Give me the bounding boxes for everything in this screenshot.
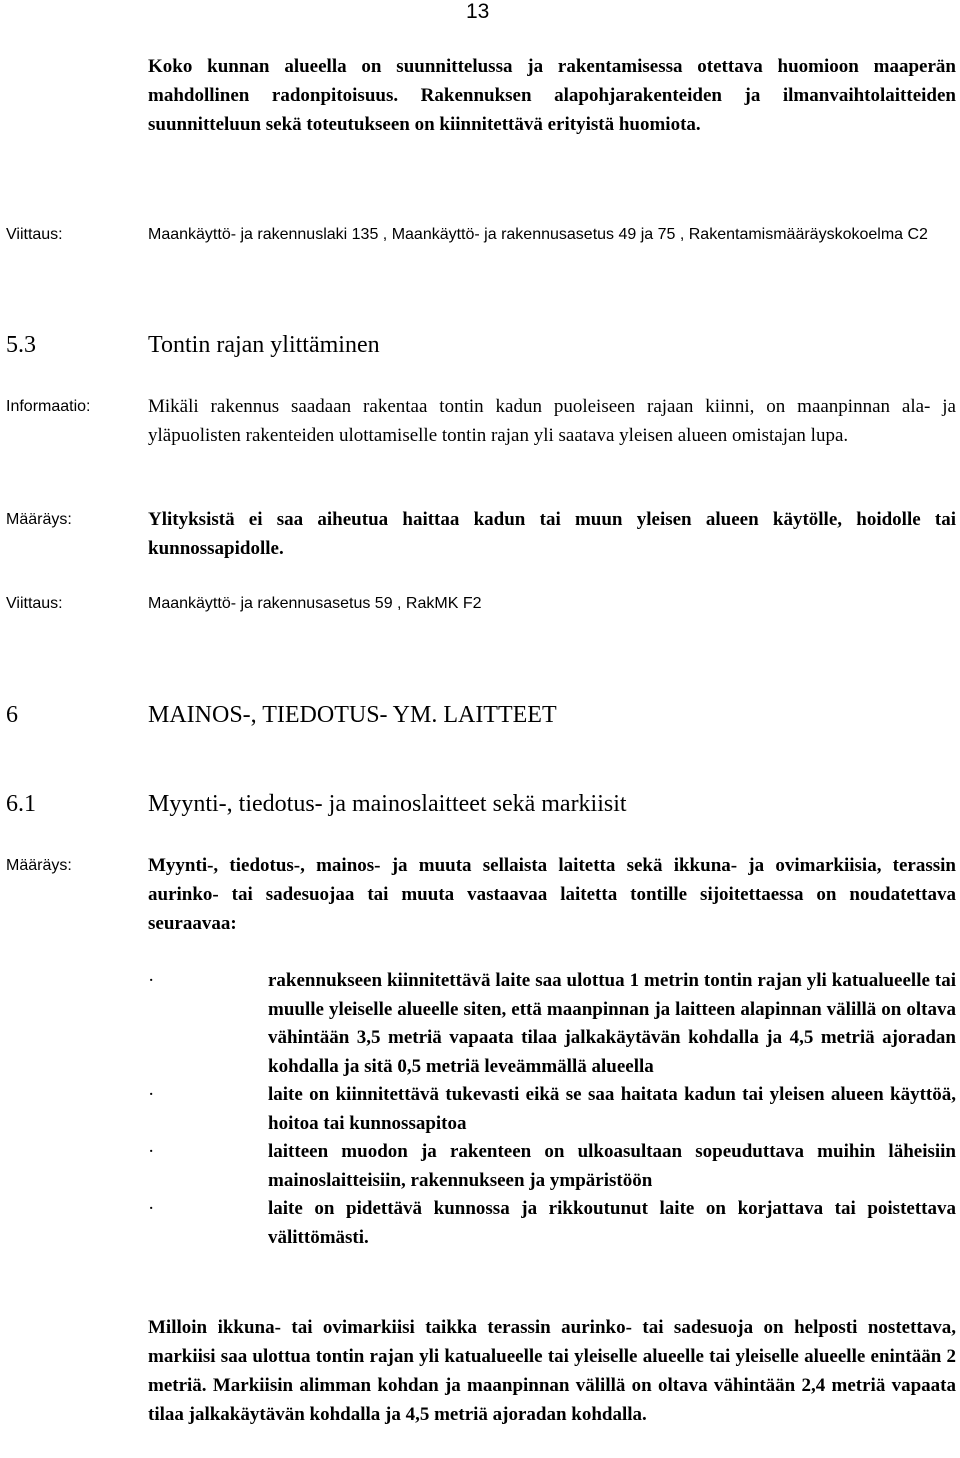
section-number: 5.3	[6, 332, 36, 358]
chapter-title: MAINOS-, TIEDOTUS- YM. LAITTEET	[148, 702, 557, 728]
list-item	[148, 1195, 956, 1252]
regulation-bullet-list	[148, 967, 956, 1252]
awning-paragraph: Milloin ikkuna- tai ovimarkiisi taikka terassin aurinko- tai sadesuoja on helposti nostettava, markiisi saa ulottua tontin rajan yli katualueelle tai yleiselle alueelle tai yleiselle alueelle enintään 2 metriä. Markiisin alimman kohdan ja maanpinnan välillä on oltava vähintään 2,4 metriä vapaata tilaa jalkakäytävän kohdalla ja 4,5 metriä ajoradan kohdalla.	[148, 1317, 956, 1425]
information-text: Mikäli rakennus saadaan rakentaa tontin kadun puoleiseen rajaan kiinni, on maanpinnan ala- ja yläpuolisten rakenteiden ulottamiselle tontin rajan yli saatava yleisen alueen omistajan lupa.	[148, 396, 956, 446]
bullet-dot-icon: ·	[148, 1141, 155, 1162]
section-title: Myynti-, tiedotus- ja mainoslaitteet sekä markiisit	[148, 791, 627, 817]
reference-text: Maankäyttö- ja rakennusasetus 59 , RakMK F2	[148, 595, 482, 612]
bullet-dot-icon: ·	[148, 1084, 155, 1105]
list-item-text: laite on pidettävä kunnossa ja rikkoutunut laite on korjattava tai poistettava välittömästi.	[268, 1198, 956, 1248]
section-number: 6.1	[6, 791, 36, 817]
regulation-text: Ylityksistä ei saa aiheutua haittaa kadun tai muun yleisen alueen käytölle, hoidolle tai kunnossapidolle.	[148, 509, 956, 559]
list-item-text: laite on kiinnitettävä tukevasti eikä se saa haitata kadun tai yleisen alueen käyttöä, hoitoa tai kunnossapitoa	[268, 1084, 956, 1134]
radon-paragraph: Koko kunnan alueella on suunnittelussa ja rakentamisessa otettava huomioon maaperän mahdollinen radonpitoisuus. Rakennuksen alapohjarakenteiden ja ilmanvaihtolaitteiden suunnitteluun sekä toteutukseen on kiinnitettävä erityistä huomiota.	[148, 56, 956, 135]
information-label: Informaatio:	[6, 398, 91, 415]
regulation-label: Määräys:	[6, 857, 72, 874]
reference-label: Viittaus:	[6, 595, 63, 612]
regulation-label: Määräys:	[6, 511, 72, 528]
list-item-text: laitteen muodon ja rakenteen on ulkoasultaan sopeuduttava muihin läheisiin mainoslaitteisiin, rakennukseen ja ympäristöön	[268, 1141, 956, 1191]
list-item	[148, 1138, 956, 1195]
regulation-text: Myynti-, tiedotus-, mainos- ja muuta sellaista laitetta sekä ikkuna- ja ovimarkiisia, terassin aurinko- tai sadesuojaa tai muuta vastaavaa laitetta tontille sijoitettaessa on noudatettava seuraavaa:	[148, 855, 956, 934]
page-number: 13	[466, 0, 490, 23]
bullet-dot-icon: ·	[148, 970, 155, 991]
bullet-dot-icon: ·	[148, 1198, 155, 1219]
chapter-number: 6	[6, 702, 18, 728]
reference-label: Viittaus:	[6, 226, 63, 243]
list-item-text: rakennukseen kiinnitettävä laite saa ulottua 1 metrin tontin rajan yli katualueelle tai muulle yleiselle alueelle siten, että maanpinnan ja laitteen alapinnan välillä on oltava vähintään 3,5 metriä vapaata tilaa jalkakäytävän kohdalla ja 4,5 metriä ajoradan kohdalla ja sitä 0,5 metriä leveämmällä alueella	[268, 970, 956, 1077]
reference-text: Maankäyttö- ja rakennuslaki 135 , Maankäyttö- ja rakennusasetus 49 ja 75 , Rakentamismääräyskokoelma C2	[148, 226, 928, 243]
list-item	[148, 967, 956, 1081]
list-item	[148, 1081, 956, 1138]
section-title: Tontin rajan ylittäminen	[148, 332, 380, 358]
